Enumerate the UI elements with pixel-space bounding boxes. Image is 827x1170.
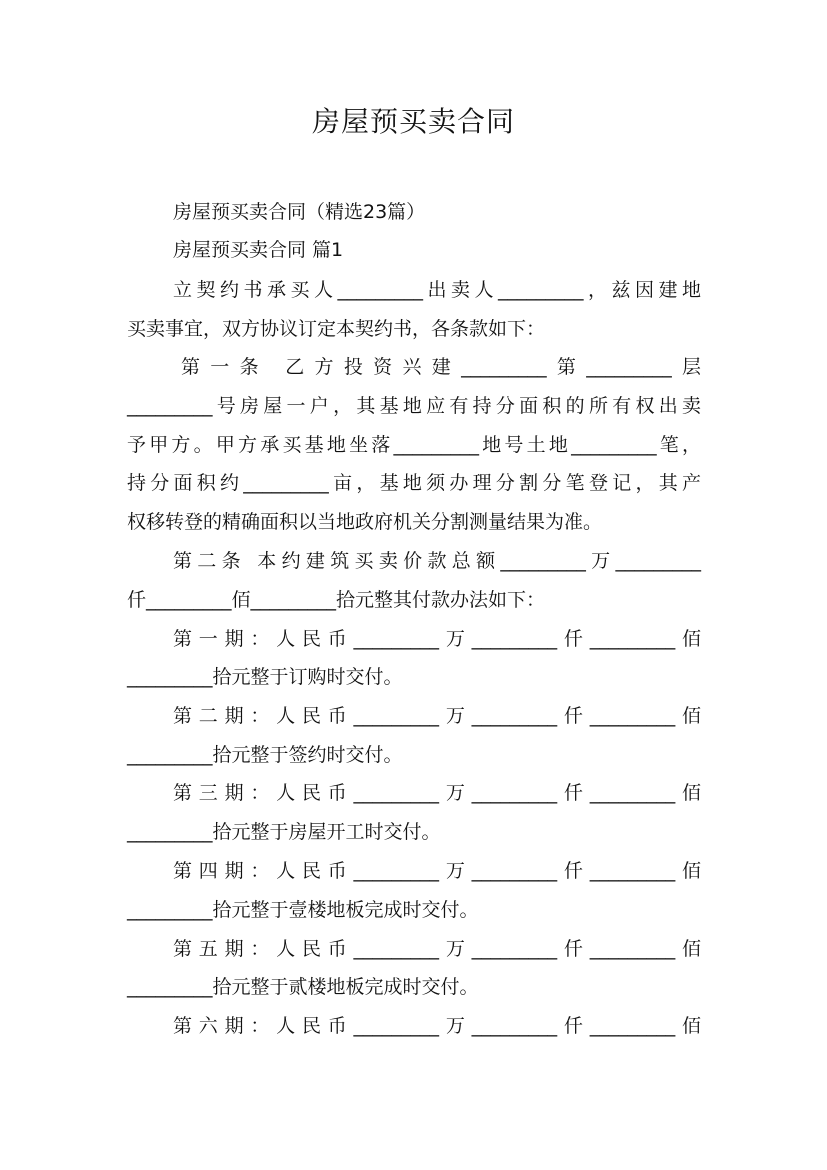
payment-period-line: 第三期：人民币_________万_________仟_________佰	[173, 782, 701, 804]
payment-period-line: 第一期：人民币_________万_________仟_________佰	[173, 628, 701, 650]
payment-period-line: 第五期：人民币_________万_________仟_________佰	[173, 938, 701, 960]
section-heading: 房屋预买卖合同 篇1	[173, 239, 344, 261]
payment-period-detail: _________拾元整于订购时交付。	[127, 666, 403, 688]
paragraph-line: 持分面积约_________亩，基地须办理分割分笔登记，其产	[127, 472, 701, 494]
paragraph-line: 买卖事宜，双方协议订定本契约书，各条款如下：	[127, 318, 546, 340]
payment-period-line: 第二期：人民币_________万_________仟_________佰	[173, 705, 701, 727]
paragraph-line: 予甲方。甲方承买基地坐落_________地号土地_________笔，	[127, 434, 701, 456]
paragraph-line: 立契约书承买人_________出卖人_________，兹因建地	[173, 279, 701, 301]
paragraph-line: 权移转登的精确面积以当地政府机关分割测量结果为准。	[127, 511, 603, 533]
subtitle-line: 房屋预买卖合同（精选23篇）	[173, 201, 426, 223]
payment-period-detail: _________拾元整于签约时交付。	[127, 744, 403, 766]
payment-period-detail: _________拾元整于壹楼地板完成时交付。	[127, 899, 479, 921]
paragraph-line: 仟_________佰_________拾元整其付款办法如下：	[127, 589, 546, 611]
article-1-line: 第一条 乙方投资兴建_________第_________层	[181, 356, 701, 378]
payment-period-detail: _________拾元整于房屋开工时交付。	[127, 821, 441, 843]
document-title: 房屋预买卖合同	[311, 105, 515, 138]
paragraph-line: _________号房屋一户，其基地应有持分面积的所有权出卖	[127, 395, 701, 417]
article-2-line: 第二条 本约建筑买卖价款总额_________万_________	[173, 550, 701, 572]
payment-period-detail: _________拾元整于贰楼地板完成时交付。	[127, 976, 479, 998]
payment-period-line: 第六期：人民币_________万_________仟_________佰	[173, 1015, 701, 1037]
payment-period-line: 第四期：人民币_________万_________仟_________佰	[173, 860, 701, 882]
